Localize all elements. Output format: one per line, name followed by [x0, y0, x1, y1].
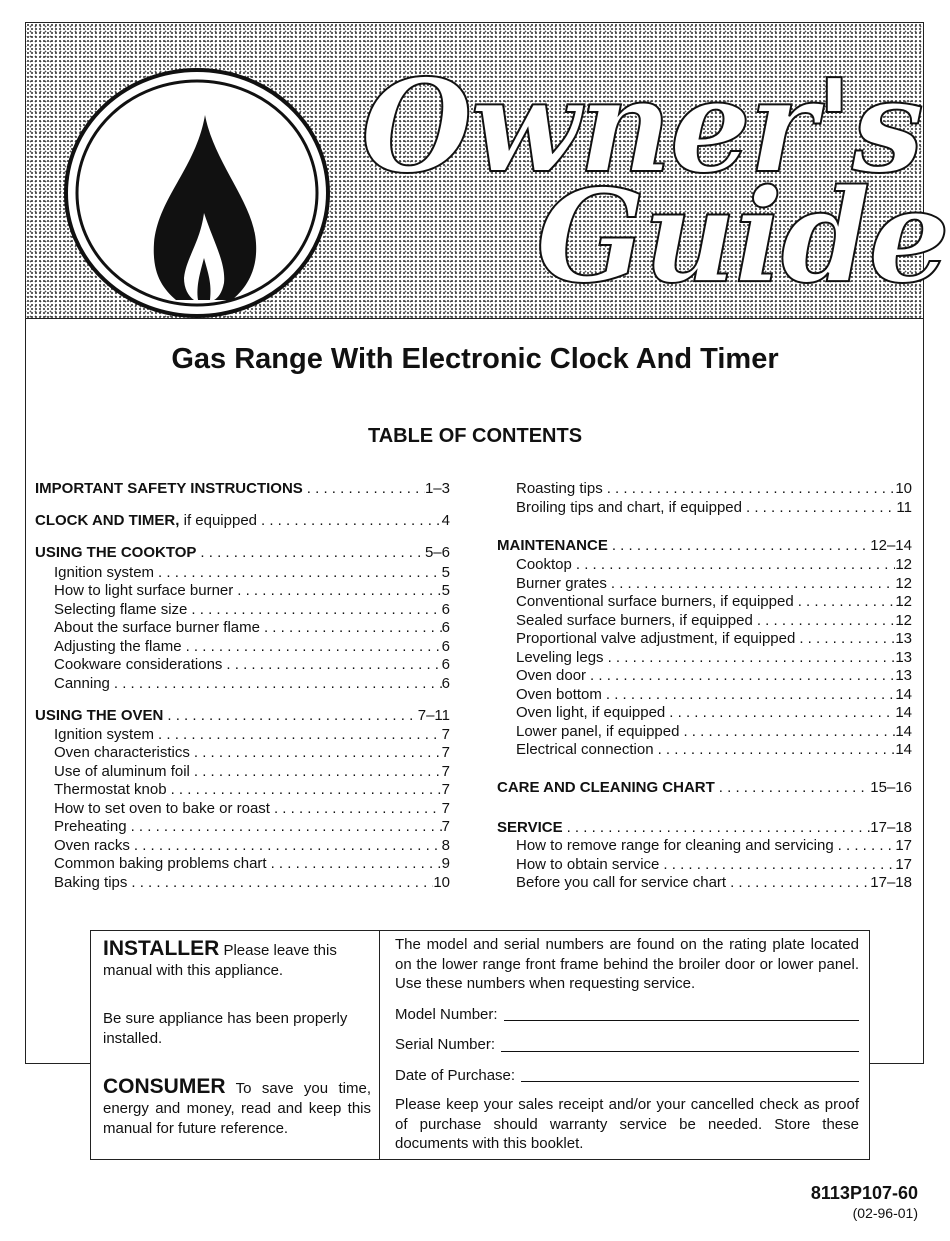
toc-leader-dots — [834, 837, 896, 855]
toc-entry-label: Leveling legs — [516, 649, 604, 666]
toc-page-number: 14 — [895, 704, 912, 721]
toc-page-number: 17–18 — [870, 819, 912, 836]
date-of-purchase-label: Date of Purchase: — [395, 1066, 516, 1084]
toc-leader-dots — [607, 575, 895, 593]
toc-leader-dots — [154, 564, 442, 582]
toc-entry-label: Broiling tips and chart, if equipped — [516, 499, 742, 516]
installer-heading: INSTALLER — [103, 937, 220, 960]
toc-page-number: 10 — [433, 874, 450, 891]
toc-entry-label: Oven characteristics — [54, 744, 190, 761]
toc-entry-label: Common baking problems chart — [54, 855, 267, 872]
toc-leader-dots — [742, 499, 896, 517]
toc-leader-dots — [260, 619, 442, 637]
toc-entry[interactable] — [497, 480, 912, 498]
toc-entry[interactable] — [35, 582, 450, 600]
toc-leader-dots — [127, 818, 442, 836]
cover-title-guide: Guide — [536, 162, 948, 312]
rating-plate-text: The model and serial numbers are found on the rating plate located on the lower range front frame behind the broiler door or lower panel. Use these numbers when requesting service. — [395, 936, 859, 992]
toc-entry-label: How to light surface burner — [54, 582, 234, 599]
toc-entry[interactable] — [35, 744, 450, 762]
toc-entry[interactable] — [497, 556, 912, 574]
toc-entry-label: Baking tips — [54, 874, 128, 891]
toc-page-number: 1–3 — [424, 480, 450, 497]
toc-entry-label: Preheating — [54, 818, 127, 835]
toc-leader-dots — [604, 649, 896, 667]
toc-entry-label: Oven bottom — [516, 686, 602, 703]
toc-entry[interactable] — [497, 499, 912, 517]
toc-page-number: 6 — [441, 656, 450, 673]
toc-section-title: USING THE COOKTOP — [35, 544, 197, 561]
toc-leader-dots — [715, 779, 871, 797]
document-date: (02-96-01) — [852, 1205, 918, 1221]
toc-page-number: 12 — [895, 575, 912, 592]
toc-entry[interactable] — [35, 480, 450, 498]
cover-title-owners: Owner's — [361, 52, 922, 202]
toc-entry-suffix: if equipped — [179, 512, 258, 529]
toc-page-number: 12 — [895, 556, 912, 573]
toc-entry[interactable] — [35, 512, 450, 530]
toc-entry[interactable] — [497, 667, 912, 685]
toc-entry[interactable] — [35, 763, 450, 781]
toc-page-number: 13 — [895, 630, 912, 647]
toc-leader-dots — [130, 837, 442, 855]
toc-leader-dots — [303, 480, 425, 498]
toc-entry[interactable] — [35, 638, 450, 656]
cover-banner — [25, 22, 948, 319]
toc-page-number: 7–11 — [417, 707, 450, 724]
toc-page-number: 11 — [896, 499, 912, 516]
notice-box — [90, 930, 870, 1160]
toc-leader-dots — [726, 874, 870, 892]
toc-entry[interactable] — [35, 781, 450, 799]
toc-leader-dots — [182, 638, 442, 656]
toc-entry[interactable] — [497, 874, 912, 892]
toc-page-number: 8 — [441, 837, 450, 854]
toc-section-title: IMPORTANT SAFETY INSTRUCTIONS — [35, 480, 303, 497]
toc-entry-label: How to remove range for cleaning and servicing — [516, 837, 834, 854]
toc-page-number: 17–18 — [870, 874, 912, 891]
serial-number-label: Serial Number: — [395, 1036, 496, 1053]
toc-page-number: 6 — [441, 675, 450, 692]
toc-entry[interactable] — [497, 723, 912, 741]
toc-entry-label: Electrical connection — [516, 741, 654, 758]
toc-entry-label — [497, 537, 608, 555]
toc-entry-label: Oven light, if equipped — [516, 704, 666, 721]
toc-entry-label: Cookware considerations — [54, 656, 223, 673]
toc-page-number: 7 — [441, 726, 450, 743]
toc-page-number: 7 — [441, 744, 450, 761]
toc-page-number: 15–16 — [870, 779, 912, 796]
toc-leader-dots — [665, 704, 895, 722]
toc-page-number: 4 — [441, 512, 450, 529]
toc-leader-dots — [563, 819, 871, 837]
toc-leader-dots — [608, 537, 870, 555]
toc-entry[interactable] — [497, 537, 912, 555]
toc-entry[interactable] — [497, 837, 912, 855]
document-number: 8113P107-60 — [810, 1183, 918, 1203]
toc-entry-label: Canning — [54, 675, 110, 692]
toc-page-number: 10 — [895, 480, 912, 497]
toc-page-number: 6 — [441, 601, 450, 618]
installer-text: Please leave this manual with this appliance. — [103, 942, 337, 979]
receipt-text: Please keep your sales receipt and/or your cancelled check as proof of purchase should warranty service be needed. Store these documents with this booklet. — [395, 1096, 859, 1152]
toc-entry[interactable] — [35, 818, 450, 836]
toc-section-title: SERVICE — [497, 819, 563, 836]
toc-entry-label: Selecting flame size — [54, 601, 188, 618]
toc-leader-dots — [267, 855, 442, 873]
toc-entry-label: Before you call for service chart — [516, 874, 727, 891]
toc-leader-dots — [257, 512, 442, 530]
toc-entry-label: Use of aluminum foil — [54, 763, 190, 780]
toc-entry[interactable] — [35, 855, 450, 873]
toc-page-number: 17 — [895, 837, 912, 854]
toc-entry[interactable] — [35, 601, 450, 619]
toc-leader-dots — [163, 707, 417, 725]
toc-leader-dots — [602, 686, 895, 704]
toc-page-number: 12 — [895, 593, 912, 610]
toc-section-title: CLOCK AND TIMER, — [35, 512, 180, 529]
toc-leader-dots — [795, 630, 895, 648]
toc-leader-dots — [196, 544, 425, 562]
toc-leader-dots — [603, 480, 896, 498]
installer-text-2: Be sure appliance has been properly installed. — [103, 1010, 348, 1047]
toc-page-number: 6 — [441, 619, 450, 636]
toc-entry[interactable] — [35, 656, 450, 674]
toc-entry-label: Oven door — [516, 667, 587, 684]
model-number-label: Model Number: — [395, 1005, 498, 1023]
toc-entry[interactable] — [497, 686, 912, 704]
toc-leader-dots — [572, 556, 895, 574]
gas-flame-logo-icon — [64, 68, 334, 320]
date-of-purchase-line[interactable] — [521, 1080, 859, 1082]
toc-leader-dots — [679, 723, 895, 741]
toc-page-number: 6 — [441, 638, 450, 655]
date-of-purchase-field[interactable] — [395, 1066, 859, 1086]
toc-leader-dots — [222, 656, 441, 674]
toc-leader-dots — [167, 781, 442, 799]
toc-entry[interactable] — [35, 837, 450, 855]
toc-entry-label: Lower panel, if equipped — [516, 723, 680, 740]
toc-entry[interactable] — [497, 612, 912, 630]
toc-page-number: 14 — [895, 741, 912, 758]
model-number-field[interactable] — [395, 1005, 859, 1025]
toc-heading: TABLE OF CONTENTS — [367, 425, 583, 447]
toc-entry[interactable] — [35, 707, 450, 725]
toc-entry[interactable] — [497, 819, 912, 837]
toc-entry-label: How to set oven to bake or roast — [54, 800, 270, 817]
toc-section-title: CARE AND CLEANING CHART — [497, 779, 715, 796]
toc-entry[interactable] — [497, 741, 912, 759]
toc-entry-label: Oven racks — [54, 837, 130, 854]
installer-consumer-panel — [91, 931, 380, 1159]
toc-entry[interactable] — [497, 575, 912, 593]
toc-entry[interactable] — [35, 800, 450, 818]
toc-leader-dots — [659, 856, 895, 874]
toc-entry-label: Adjusting the flame — [54, 638, 182, 655]
toc-entry-label: Ignition system — [54, 726, 155, 743]
toc-leader-dots — [586, 667, 895, 685]
toc-entry-label: Sealed surface burners, if equipped — [516, 612, 753, 629]
toc-page-number: 5 — [441, 564, 450, 581]
toc-entry-label — [35, 512, 257, 530]
toc-entry[interactable] — [35, 726, 450, 744]
toc-entry-label: Roasting tips — [516, 480, 603, 497]
toc-page-number: 14 — [895, 686, 912, 703]
toc-entry-label: Burner grates — [516, 575, 607, 592]
rating-plate-panel — [380, 931, 869, 1163]
toc-page-number: 12 — [895, 612, 912, 629]
toc-entry-label — [497, 779, 715, 797]
toc-entry-label — [35, 480, 303, 498]
toc-page-number: 12–14 — [870, 537, 912, 554]
toc-entry[interactable] — [497, 856, 912, 874]
toc-leader-dots — [127, 874, 433, 892]
serial-number-line[interactable] — [501, 1050, 859, 1052]
toc-leader-dots — [190, 744, 442, 762]
toc-entry-label — [35, 707, 163, 725]
toc-entry[interactable] — [35, 619, 450, 637]
toc-entry-label: Conventional surface burners, if equipped — [516, 593, 794, 610]
toc-section-title: MAINTENANCE — [497, 537, 608, 554]
toc-leader-dots — [654, 741, 896, 759]
toc-entry[interactable] — [35, 544, 450, 562]
document-subtitle: Gas Range With Electronic Clock And Timer — [171, 343, 779, 375]
toc-page-number: 7 — [441, 800, 450, 817]
toc-leader-dots — [753, 612, 895, 630]
toc-entry[interactable] — [497, 593, 912, 611]
toc-entry-label: How to obtain service — [516, 856, 660, 873]
toc-leader-dots — [187, 601, 441, 619]
toc-leader-dots — [794, 593, 896, 611]
toc-entry-label: Thermostat knob — [54, 781, 167, 798]
toc-entry-label: Proportional valve adjustment, if equipped — [516, 630, 796, 647]
toc-entry-label — [35, 544, 196, 562]
model-number-line[interactable] — [504, 1019, 859, 1021]
consumer-text: To save you time, energy and money, read and keep this manual for future reference. — [103, 1080, 371, 1137]
toc-entry-label: About the surface burner flame — [54, 619, 260, 636]
toc-entry-label: Cooktop — [516, 556, 572, 573]
toc-page-number: 7 — [441, 763, 450, 780]
toc-entry-label: Ignition system — [54, 564, 155, 581]
serial-number-field[interactable] — [395, 1035, 859, 1055]
toc-entry[interactable] — [497, 630, 912, 648]
toc-entry[interactable] — [35, 564, 450, 582]
toc-page-number: 5–6 — [424, 544, 450, 561]
toc-leader-dots — [233, 582, 441, 600]
toc-entry[interactable] — [497, 649, 912, 667]
toc-page-number: 7 — [441, 781, 450, 798]
toc-page-number: 13 — [895, 667, 912, 684]
toc-section-title: USING THE OVEN — [35, 707, 164, 724]
toc-page-number: 14 — [895, 723, 912, 740]
toc-entry[interactable] — [35, 874, 450, 892]
toc-leader-dots — [154, 726, 442, 744]
toc-page-number: 5 — [441, 582, 450, 599]
toc-entry[interactable] — [497, 704, 912, 722]
toc-entry[interactable] — [497, 779, 912, 797]
consumer-heading: CONSUMER — [103, 1075, 226, 1098]
toc-page-number: 9 — [441, 855, 450, 872]
toc-leader-dots — [110, 675, 442, 693]
toc-leader-dots — [270, 800, 442, 818]
toc-page-number: 13 — [895, 649, 912, 666]
toc-page-number: 17 — [895, 856, 912, 873]
toc-page-number: 7 — [441, 818, 450, 835]
toc-leader-dots — [190, 763, 442, 781]
toc-entry[interactable] — [35, 675, 450, 693]
toc-entry-label — [497, 819, 563, 837]
